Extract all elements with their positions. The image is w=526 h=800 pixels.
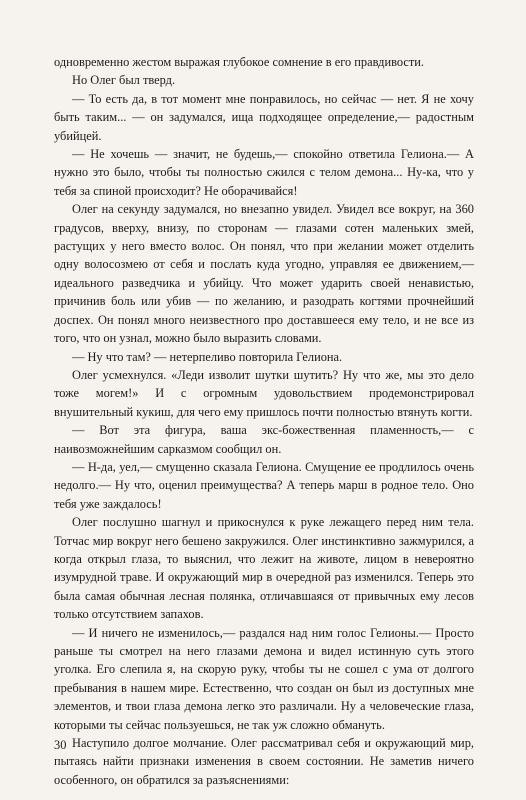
- paragraph: одновременно жестом выражая глубокое сомнение в его правдивости.: [54, 55, 425, 69]
- body-text: [54, 53, 474, 789]
- paragraph: — Н-да, уел,— смущенно сказала Гелиона. Смущение ее продлилось очень недолго.— Ну что, оценил преимущества? А теперь марш в родное тело. Оно тебя уже заждалось!: [54, 459, 474, 511]
- paragraph: Олег усмехнулся. «Леди изволит шутки шутить? Ну что же, мы это дело тоже могем!» И с огромным удовольствием продемонстрировал внушительный кукиш, для чего ему пришлось почти полностью втянуть когти.: [54, 367, 474, 419]
- paragraph: — И ничего не изменилось,— раздался над ним голос Гелионы.— Просто раньше ты смотрел на него глазами демона и видел истинную суть этого уголка. Его слепила я, на скорую руку, чтобы ты не сошел с ума от долгого пребывания в нашем мире. Естественно, что создан он был из доступных мне элементов, и твои глаза демона легко это различали. Ну а человеческие глаза, которыми ты сейчас пользуешься, не так уж сложно обмануть.: [54, 625, 474, 732]
- paragraph: — Вот эта фигура, ваша экс-божественная пламенность,— с наивозможнейшим сарказмом сообщил он.: [54, 423, 474, 456]
- paragraph: Олег послушно шагнул и прикоснулся к руке лежащего перед ним тела. Тотчас мир вокруг него бешено закружился. Олег инстинктивно зажмурился, а когда открыл глаза, то выяснил, что лежит на животе, лицом в невероятно изумрудной траве. И окружающий мир в очередной раз изменился. Теперь это была самая обычная лесная полянка, отличавшаяся от привычных ему лесов только отсутствием запахов.: [54, 515, 474, 622]
- paragraph: Но Олег был тверд.: [72, 73, 176, 88]
- paragraph: — Не хочешь — значит, не будешь,— спокойно ответила Гелиона.— А нужно это было, чтобы ты полностью сжился с телом демона... Ну-ка, что у тебя за спиной происходит? Не оборачивайся!: [54, 147, 474, 198]
- paragraph: Олег на секунду задумался, но внезапно увидел. Увидел все вокруг, на 360 градусов, вверху, внизу, по сторонам — глазами сотен маленьких змей, растущих у него вместо волос. Он понял, что при желании может отделить одну волосозмею от себя и послать куда угодно, управляя ее движением,— идеального разведчика и убийцу. Что может ударить своей ненавистью, причинив боль или убив — по желанию, и разодрать когтями прочнейший доспех. Он понял много неизвестного про доставшееся ему тело, и не все из того, что он узнал, можно было выразить словами.: [54, 202, 474, 346]
- paragraph: — То есть да, в тот момент мне понравилось, но сейчас — нет. Я не хочу быть таким... — он задумался, ища подходящее определение,— радостным убийцей.: [54, 91, 474, 143]
- page-number: 30: [54, 738, 67, 752]
- paragraph: — Ну что там? — нетерпеливо повторила Гелиона.: [72, 349, 343, 364]
- paragraph: Наступило долгое молчание. Олег рассматривал себя и окружающий мир, пытаясь найти признаки изменения в своем состоянии. Не заметив ничего особенного, он обратился за разъяснениями:: [54, 736, 474, 787]
